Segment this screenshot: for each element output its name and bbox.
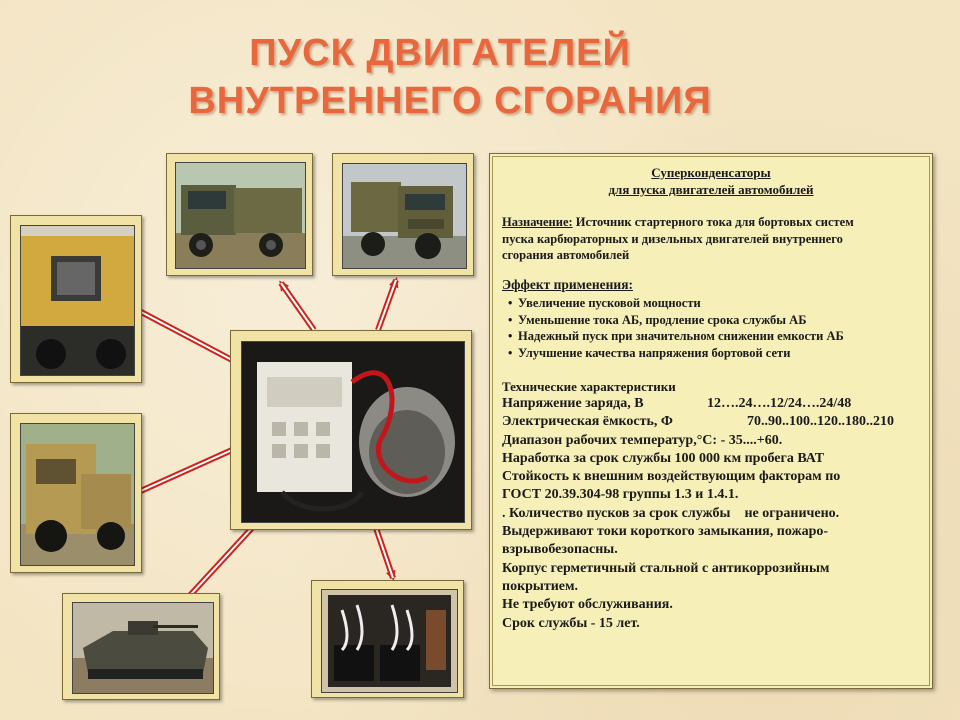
arrow-to-module bbox=[376, 528, 393, 578]
purpose-line-1: Источник стартерного тока для бортовых систем bbox=[575, 215, 854, 229]
specs-title: Технические характеристики bbox=[502, 379, 676, 394]
spec-starts bbox=[502, 505, 920, 523]
photo-crane bbox=[10, 215, 142, 383]
title-line-1: ПУСК ДВИГАТЕЛЕЙ bbox=[249, 32, 631, 74]
photo-module bbox=[311, 580, 464, 698]
spec-starts-value: не ограничено. bbox=[744, 505, 840, 521]
spec-voltage-value: 12….24….12/24….24/48 bbox=[707, 396, 852, 411]
spec-voltage bbox=[502, 395, 920, 413]
effect-item: • Улучшение качества напряжения бортовой сети bbox=[502, 345, 920, 362]
photo-truck-1 bbox=[166, 153, 313, 276]
info-panel bbox=[489, 153, 933, 689]
spec-temperature: Диапазон рабочих температур,°C: - 35....+60. bbox=[502, 432, 783, 448]
photo-bmp bbox=[62, 593, 220, 700]
effect-item: • Увеличение пусковой мощности bbox=[502, 295, 920, 312]
photo-truck-2 bbox=[332, 153, 474, 276]
effect-item: • Уменьшение тока АБ, продление срока службы АБ bbox=[502, 312, 920, 329]
effect-item: • Надежный пуск при значительном снижении емкости АБ bbox=[502, 328, 920, 345]
effects-list bbox=[502, 295, 920, 361]
effect-label: Эффект применения: bbox=[502, 276, 633, 292]
spec-capacity-value: 70..90..100..120..180..210 bbox=[747, 414, 894, 430]
spec-term: Срок службы - 15 лет. bbox=[502, 615, 640, 631]
panel-heading-1: Суперконденсаторы bbox=[651, 165, 771, 180]
spec-short-2: взрывобезопасны. bbox=[502, 542, 618, 558]
photo-army-truck bbox=[10, 413, 142, 573]
spec-short-1: Выдерживают токи короткого замыкания, пожаро- bbox=[502, 524, 829, 540]
purpose-block bbox=[502, 214, 920, 231]
purpose-line-2: пуска карбюраторных и дизельных двигателей внутреннего bbox=[502, 231, 843, 246]
spec-case-2: покрытием. bbox=[502, 578, 579, 594]
spec-voltage-label: Напряжение заряда, В bbox=[502, 396, 644, 411]
arrow-to-truck-1 bbox=[281, 283, 314, 330]
title-line-2: ВНУТРЕННЕГО СГОРАНИЯ bbox=[188, 80, 712, 122]
photo-supercapacitor bbox=[230, 330, 472, 530]
spec-service: Не требуют обслуживания. bbox=[502, 597, 673, 613]
spec-starts-label: . Количество пусков за срок службы bbox=[502, 505, 731, 521]
spec-capacity bbox=[502, 413, 920, 431]
panel-heading-2: для пуска двигателей автомобилей bbox=[608, 182, 814, 197]
spec-resistance-1: Стойкость к внешним воздействующим факторам по bbox=[502, 469, 841, 485]
purpose-label: Назначение: bbox=[502, 215, 573, 229]
spec-resistance-2: ГОСТ 20.39.304-98 группы 1.3 и 1.4.1. bbox=[502, 487, 739, 503]
arrow-to-army-truck bbox=[134, 450, 232, 494]
spec-capacity-label: Электрическая ёмкость, Ф bbox=[502, 414, 673, 430]
purpose-line-3: сгорания автомобилей bbox=[502, 248, 630, 262]
spec-life: Наработка за срок службы 100 000 км пробега ВАТ bbox=[502, 450, 825, 466]
arrow-to-truck-2 bbox=[378, 280, 396, 330]
spec-case-1: Корпус герметичный стальной с антикоррозийным bbox=[502, 560, 830, 576]
